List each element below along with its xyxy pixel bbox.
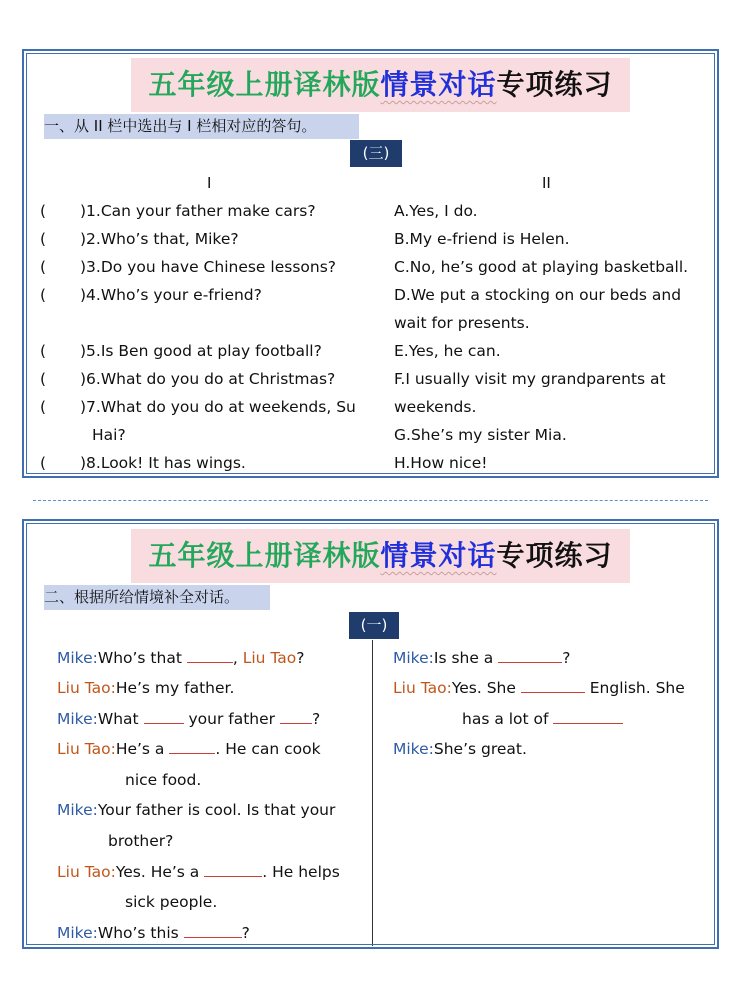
speaker-liu-tao: Liu Tao: <box>57 863 116 881</box>
question-text: )3.Do you have Chinese lessons? <box>80 258 336 276</box>
answer-bracket[interactable]: ( <box>40 202 47 220</box>
question-text: )7.What do you do at weekends, Su <box>80 398 356 416</box>
title-part-grade: 五年级上册译林版 <box>148 68 381 101</box>
answer-option: E.Yes, he can. <box>394 342 501 360</box>
line-text: She’s great. <box>433 740 527 758</box>
answer-option-continuation: wait for presents. <box>394 314 530 332</box>
dialogue-line <box>57 734 321 764</box>
line-text: , <box>232 649 243 667</box>
line-text: Who’s this <box>97 924 184 942</box>
dialogue-line <box>393 673 685 703</box>
exercise-panel-dialogue <box>22 519 719 949</box>
part-badge: (一) <box>349 612 399 639</box>
answer-bracket[interactable]: ( <box>40 342 47 360</box>
fill-blank[interactable] <box>204 861 262 877</box>
dialogue-line <box>57 673 234 703</box>
speaker-name-inline: Liu Tao <box>242 649 297 667</box>
answer-option: C.No, he’s good at playing basketball. <box>394 258 689 276</box>
exercise-panel-matching <box>22 49 719 478</box>
answer-option: H.How nice! <box>394 454 488 472</box>
question-text: Hai? <box>92 426 126 444</box>
dialogue-line-continuation: nice food. <box>125 771 202 789</box>
line-text: He’s a <box>115 740 170 758</box>
fill-blank[interactable] <box>144 708 184 724</box>
dashed-divider <box>33 500 708 501</box>
title-part-practice: 专项练习 <box>496 68 613 101</box>
title-part-grade: 五年级上册译林版 <box>148 539 381 572</box>
answer-option: G.She’s my sister Mia. <box>394 426 567 444</box>
dialogue-line-continuation <box>462 704 623 734</box>
line-text: ? <box>296 649 305 667</box>
title-part-topic: 情景对话 <box>380 539 497 572</box>
answer-bracket[interactable]: ( <box>40 258 47 276</box>
answer-bracket[interactable]: ( <box>40 286 47 304</box>
answer-option: A.Yes, I do. <box>394 202 478 220</box>
answer-bracket[interactable]: ( <box>40 454 47 472</box>
column-i-header: I <box>207 174 212 192</box>
line-text: Who’s that <box>97 649 187 667</box>
speaker-mike: Mike: <box>57 801 98 819</box>
answer-option: B.My e-friend is Helen. <box>394 230 570 248</box>
speaker-liu-tao: Liu Tao: <box>57 679 116 697</box>
fill-blank[interactable] <box>498 647 562 663</box>
line-text: . He can cook <box>215 740 321 758</box>
speaker-mike: Mike: <box>57 710 98 728</box>
answer-bracket[interactable]: ( <box>40 370 47 388</box>
question-text: )6.What do you do at Christmas? <box>80 370 336 388</box>
answer-option-continuation: weekends. <box>394 398 477 416</box>
fill-blank[interactable] <box>521 677 585 693</box>
line-text: What <box>97 710 144 728</box>
line-text: Yes. He’s a <box>115 863 205 881</box>
section-header: 二、根据所给情境补全对话。 <box>44 585 270 610</box>
dialogue-line <box>57 704 320 734</box>
fill-blank[interactable] <box>169 738 215 754</box>
speaker-mike: Mike: <box>393 740 434 758</box>
line-text: . He helps <box>262 863 340 881</box>
line-text: ? <box>562 649 571 667</box>
line-text: Your father is cool. Is that your <box>97 801 336 819</box>
dialogue-line <box>57 643 305 673</box>
line-text: He’s my father. <box>115 679 235 697</box>
question-text: )1.Can your father make cars? <box>80 202 316 220</box>
fill-blank[interactable] <box>553 708 623 724</box>
dialogue-line-continuation: brother? <box>108 832 174 850</box>
line-text: Yes. She <box>451 679 521 697</box>
answer-option: F.I usually visit my grandparents at <box>394 370 666 388</box>
line-text: ? <box>311 710 321 728</box>
question-text: )5.Is Ben good at play football? <box>80 342 322 360</box>
speaker-mike: Mike: <box>393 649 434 667</box>
line-text: has a lot of <box>462 710 554 728</box>
dialogue-line <box>57 857 340 887</box>
dialogue-line <box>393 734 527 764</box>
speaker-mike: Mike: <box>57 924 98 942</box>
column-divider <box>372 640 373 946</box>
column-ii-header: II <box>542 174 551 192</box>
line-text: English. She <box>584 679 685 697</box>
worksheet-title <box>131 58 630 112</box>
line-text: ? <box>241 924 250 942</box>
line-text: your father <box>183 710 280 728</box>
question-text: )4.Who’s your e-friend? <box>80 286 262 304</box>
answer-bracket[interactable]: ( <box>40 398 47 416</box>
worksheet-title <box>131 529 630 583</box>
dialogue-line <box>57 918 250 948</box>
speaker-liu-tao: Liu Tao: <box>57 740 116 758</box>
answer-option: D.We put a stocking on our beds and <box>394 286 682 304</box>
fill-blank[interactable] <box>187 647 233 663</box>
section-header: 一、从 II 栏中选出与 I 栏相对应的答句。 <box>44 114 359 139</box>
part-badge: (三) <box>350 140 402 167</box>
question-text: )8.Look! It has wings. <box>80 454 246 472</box>
dialogue-line <box>57 795 335 825</box>
answer-bracket[interactable]: ( <box>40 230 47 248</box>
speaker-mike: Mike: <box>57 649 98 667</box>
dialogue-line-continuation: sick people. <box>125 893 218 911</box>
title-part-topic: 情景对话 <box>380 68 497 101</box>
dialogue-line <box>393 643 570 673</box>
title-part-practice: 专项练习 <box>496 539 613 572</box>
line-text: Is she a <box>433 649 499 667</box>
question-text: )2.Who’s that, Mike? <box>80 230 239 248</box>
fill-blank[interactable] <box>184 922 242 938</box>
speaker-liu-tao: Liu Tao: <box>393 679 452 697</box>
fill-blank[interactable] <box>280 708 312 724</box>
